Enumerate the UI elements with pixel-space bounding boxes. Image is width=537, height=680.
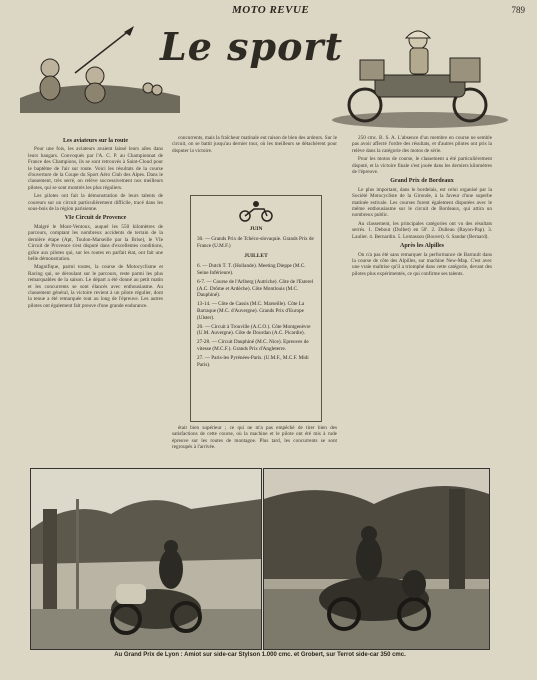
calendar-entry: 13-14. — Côte de Cassis (M.C. Marseille). Côte La Barraque (M.C. d'Auvergne). Grands Prix d'Europe (Ulster).	[197, 301, 305, 321]
calendar-entry: 27. — Paris-les Pyrénées-Paris. (U.M.F., M.C.F. Midi Paris).	[197, 354, 309, 368]
section-heading: VIe Circuit de Provence	[64, 215, 127, 222]
paragraph: Le plus important, dans le bordelais, est celui organisé par la Société Motocycliste de la Gironde, à la faveur d'une superbe matinée estivale. Les courses furent également disputées avec le même enthousiasme sur le circuit de Bordeaux, qui attira un nombreux public.	[352, 186, 492, 219]
calendar-entry: 20. — Circuit à Trouville (A.C.O.). Côte Montgenèvre (U.M. Auvergne). Côte de Dourdan (A.C. Picardie).	[197, 323, 311, 337]
paragraph: Pour les motos de course, le classement a été particulièrement disputé, et la victoire finale s'est jouée dans les derniers kilomètres de l'épreuve.	[352, 156, 492, 176]
magazine-masthead: MOTO REVUE	[232, 4, 310, 16]
motorcycle-rider-illustration	[330, 30, 510, 130]
calendar-entry: 6. — Dutch T. T. (Hollande). Meeting Dieppe (M.C. Seine Inférieure).	[197, 263, 306, 276]
calendar-entry: 27-28. — Circuit Dauphiné (M.C. Nice). Epreuves de vitesse (M.C.F.). Grands Prix d'Angleterre.	[197, 339, 309, 352]
page-number: 789	[511, 5, 525, 15]
cartoon-figures-illustration	[20, 18, 180, 113]
events-calendar-box	[190, 195, 322, 422]
paragraph: Malgré le Mont-Ventoux, auquel les 550 kilomètres de parcours, comptant les nombreux accidents de terrain de la dernière étape (Apt, Toulon-Marseille par la Brise), le VIe Circuit de Provence s'est disputé dans d'excellentes conditions, grâce aux pilotes qui, sur les routes en parfait état, ont fait une belle démonstration.	[28, 223, 163, 262]
section-heading: Les aviateurs sur la route	[62, 138, 129, 144]
article-column-middle-top	[172, 135, 337, 154]
sidecar-race-photo-left	[30, 468, 262, 650]
calendar-entry: 30. — Grands Prix de Tchéco-slovaquie. Grands Prix de France (U.M.F.)	[197, 235, 314, 249]
sidecar-race-photo-right	[263, 468, 490, 650]
article-column-left	[28, 135, 163, 311]
article-column-right	[352, 135, 492, 279]
section-heading: Après les Alpilles	[399, 243, 444, 250]
paragraph: était bien supérieur ; ce qui ne m'a pas empêché de tirer bien des satisfactions de cette course, où la machine et le pilote ont été mis à rude épreuve sur les routes de montagne. Plus tard, les concurrents se sont regroupés à l'arrivée.	[172, 425, 337, 451]
section-heading: Grand Prix de Bordeaux	[390, 178, 454, 185]
calendar-month-heading: JUILLET	[244, 253, 268, 260]
photo-caption: Au Grand Prix de Lyon : Amiot sur side-car Stylson 1.000 cmc. et Grobert, sur Terrot side-car 350 cmc.	[114, 652, 406, 658]
paragraph: Magnifique, parmi toutes, la course de Motocyclisme et Racing qui, se déroulant sur le parcours, reste parmi les plus remarquables de la saison. Le départ a été donné au petit matin et les concurrents se sont élancés avec enthousiasme. Au classement général, la victoire revient à un pilote régulier, dont la tenue a été remarquée tout au long de l'épreuve. Les autres pilotes ont également fait preuve d'une grande endurance.	[28, 264, 163, 309]
motorcycle-sketch-icon	[236, 200, 276, 222]
calendar-month-heading: JUIN	[249, 226, 263, 232]
calendar-entry: 6-7. — Course de l'Arlberg (Autriche). Côte de l'Esterel (A.C. Drôme et Ardèche). Côte Montlouis (M.C. Dauphiné).	[197, 278, 314, 299]
paragraph: concurrents, mais la fraîcheur matinale eut raison de bien des ardeurs. Sur le circuit, on se battit jusqu'au dernier tour, où les meilleurs se détachèrent pour disputer la victoire.	[172, 135, 337, 154]
paragraph: Au classement, les principales catégories ont vu des résultats serrés. 1. Debout (Dolbet) en 50'. 2. Dulleau (Rayon-Pap). 3. Laulier. 4. Bernardin. 5. Lemasson (Bouvet). 6. Sandar (Bernard).	[352, 220, 492, 240]
paragraph: Pour une fois, les aviateurs avaient laissé leurs ailes dans leurs hangars. Convoqués par l'A. C. P. au Championnat de France des Champions, ils se sont retrouvés à Saint-Cloud pour le baptême de l'air sur route. Voici les résultats de la course d'ouverture de la Coupe du Sport Aéro Club des Alpes. Dans le classement, très serré, on relève successivement nos meilleurs pilotes, qui se sont montrés les plus réguliers.	[28, 146, 163, 191]
paragraph: On n'a pas été sans remarquer la performance de Barrault dans la course de côte des Alpilles, sur machine New-Map. C'est avec une vraie maîtrise qu'il a triomphé dans cette catégorie, devant des pilotes plus expérimentés, ce qui confirme ses talents.	[352, 251, 492, 277]
page-title: Le sport	[160, 24, 344, 69]
paragraph: 250 cmc. B. S. A. L'absence d'un membre en course ne semble pas avoir affecté l'ordre des résultats, et d'autres pilotes ont pris la relève dans la catégorie des motos de série.	[352, 135, 492, 154]
article-column-middle-bottom	[172, 425, 337, 451]
paragraph: Les pilotes ont fait la démonstration de leurs talents de coureurs sur un circuit particulièrement difficile, tracé dans les sous-bois de la région parisienne.	[28, 193, 163, 213]
